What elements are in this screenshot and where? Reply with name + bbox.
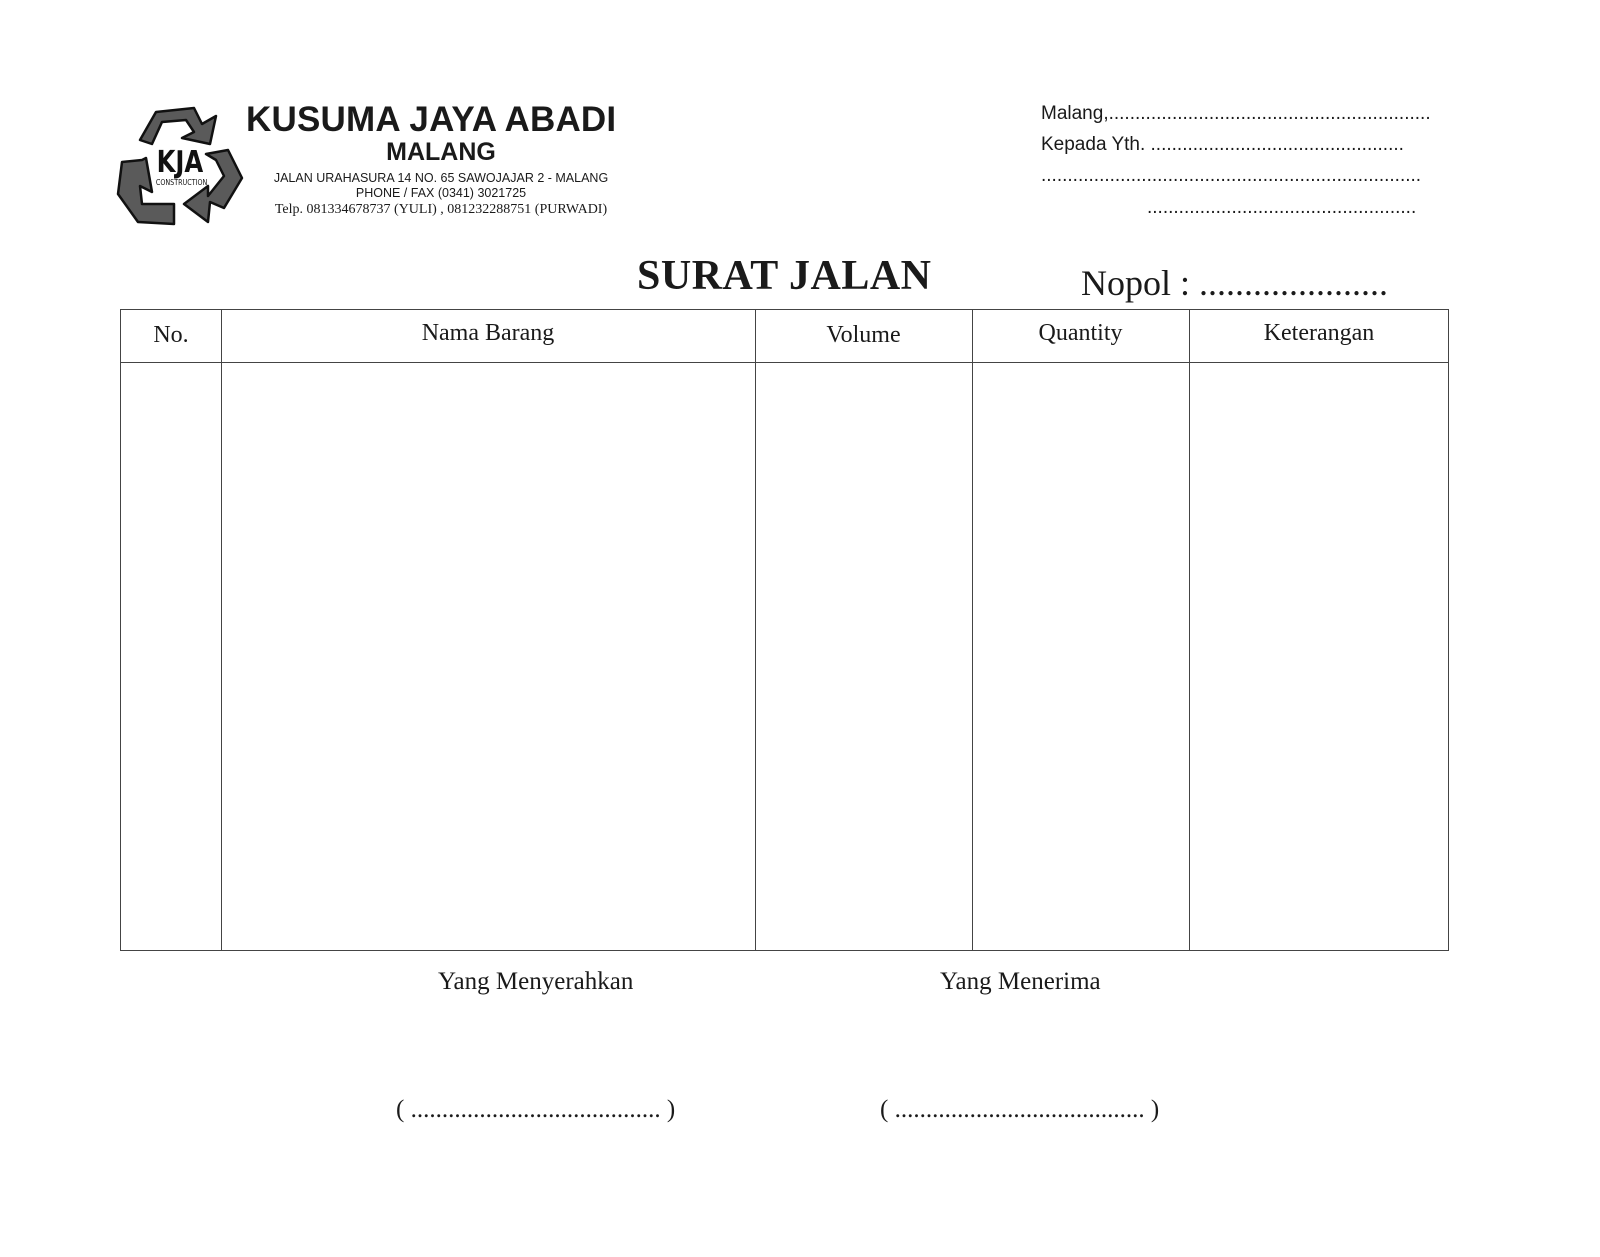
giver-label: Yang Menyerahkan [438, 968, 634, 995]
document-title: SURAT JALAN [637, 253, 932, 299]
recycle-icon [116, 104, 244, 232]
company-address: JALAN URAHASURA 14 NO. 65 SAWOJAJAR 2 - MALANG [273, 171, 609, 185]
company-city: MALANG [386, 138, 496, 166]
nopol-field: Nopol : ..................... [1081, 263, 1389, 303]
column-divider [221, 310, 222, 950]
company-logo [116, 104, 244, 232]
company-phone: PHONE / FAX (0341) 3021725 [355, 186, 527, 200]
svg-text:KJA: KJA [156, 144, 204, 180]
company-name: KUSUMA JAYA ABADI [246, 100, 617, 139]
receiver-signature-line: ( ........................................ ) [880, 1096, 1160, 1123]
items-table [120, 309, 1449, 951]
svg-text:CONSTRUCTION: CONSTRUCTION [155, 177, 208, 188]
header-no: No. [153, 322, 189, 348]
header-divider [121, 362, 1448, 363]
recipient-field: Kepada Yth. ................................................ [1041, 134, 1404, 155]
column-divider [755, 310, 756, 950]
recipient-address-line-2: ................................................... [1147, 197, 1417, 218]
header-nama-barang: Nama Barang [421, 320, 555, 346]
column-divider [1189, 310, 1190, 950]
column-divider [972, 310, 973, 950]
receiver-label: Yang Menerima [940, 968, 1101, 995]
header-quantity: Quantity [1038, 320, 1123, 346]
header-volume: Volume [826, 322, 901, 348]
giver-signature-line: ( ........................................ ) [396, 1096, 676, 1123]
company-telp: Telp. 081334678737 (YULI) , 081232288751 (PURWADI) [274, 202, 608, 217]
header-keterangan: Keterangan [1263, 320, 1375, 346]
date-field: Malang,............................................................. [1041, 103, 1431, 124]
recipient-address-line-1: ........................................................................ [1041, 165, 1422, 186]
